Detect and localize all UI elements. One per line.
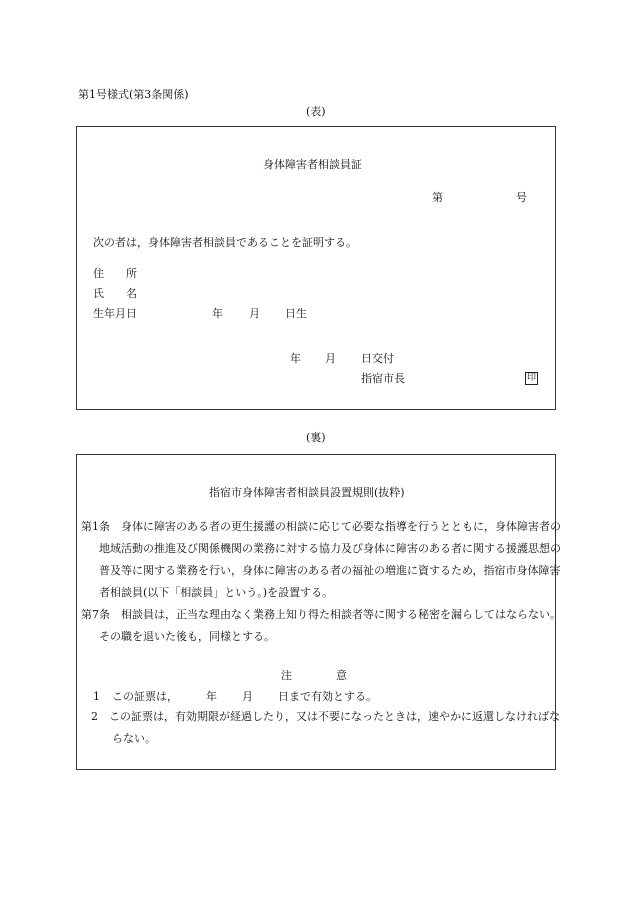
form-number: 第1号様式(第3条関係)	[78, 88, 189, 101]
birth-day-unit: 日生	[285, 307, 307, 320]
issue-month-unit: 月	[325, 352, 336, 365]
back-title: 指宿市身体障害者相談員設置規則(抜粋)	[209, 486, 405, 499]
birthdate-label: 生年月日	[93, 307, 137, 320]
number-prefix: 第	[432, 191, 443, 204]
seal-box: 印	[526, 373, 536, 383]
birth-year-unit: 年	[212, 307, 223, 320]
note-1-text-b: 日まで有効とする。	[278, 690, 377, 703]
certification-statement: 次の者は，身体障害者相談員であることを証明する。	[93, 236, 357, 249]
note-1-year-unit: 年	[206, 690, 217, 703]
note-1-number: 1	[93, 690, 100, 703]
back-side-label: (裏)	[306, 431, 326, 444]
issue-year-unit: 年	[290, 352, 301, 365]
front-title: 身体障害者相談員証	[263, 158, 362, 171]
note-2: 2 この証票は，有効期限が経過したり，又は不要になったときは，速やかに返還しなければならない。	[91, 710, 560, 745]
front-side-label: (表)	[306, 105, 326, 118]
note-1-month-unit: 月	[242, 690, 253, 703]
issue-day-unit: 日交付	[361, 352, 394, 365]
birth-month-unit: 月	[249, 307, 260, 320]
issuer-title: 指宿市長	[361, 372, 405, 385]
notes-heading: 注 意	[281, 669, 347, 682]
article-7: 第7条 相談員は，正当な理由なく業務上知り得た相談者等に関する秘密を漏らしてはならない。その職を退いた後も，同様とする。	[81, 608, 561, 643]
name-label: 氏 名	[93, 287, 137, 300]
address-label: 住 所	[93, 267, 137, 280]
number-suffix: 号	[516, 191, 527, 204]
note-1-text-a: この証票は，	[112, 690, 178, 703]
article-1: 第1条 身体に障害のある者の更生援護の相談に応じて必要な指導を行うとともに，身体障害者の地域活動の推進及び関係機関の業務に対する協力及び身体に障害のある者に関する援護思想の普及等に関する業務を行い，身体に障害のある者の福祉の増進に資するため，指宿市身体障害者相談員(以下「相談員」という。)を設置する。	[81, 520, 561, 599]
